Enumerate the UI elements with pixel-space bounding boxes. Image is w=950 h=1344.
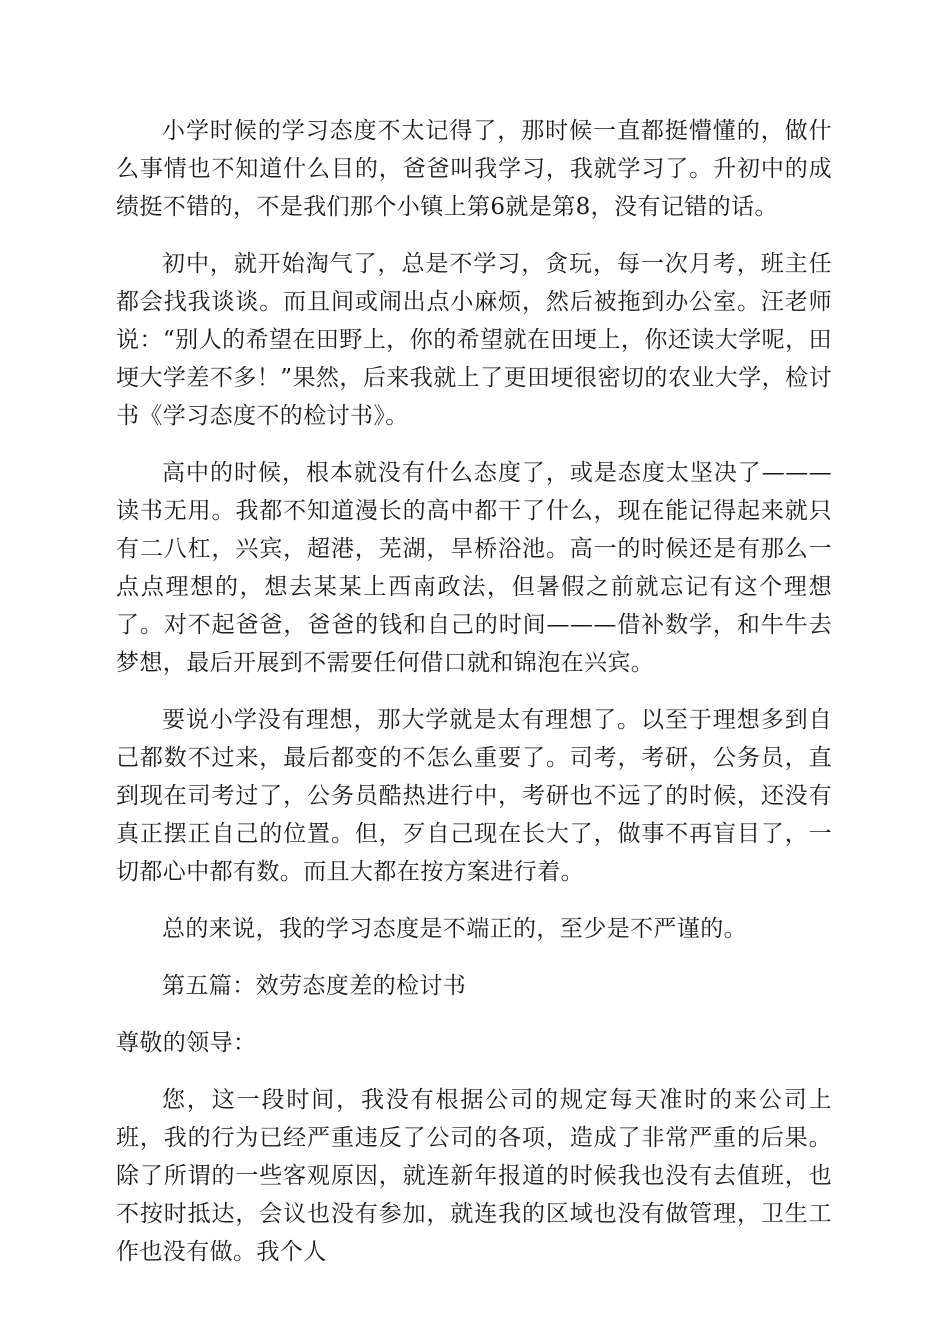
salutation: 尊敬的领导： — [116, 1030, 257, 1056]
paragraph-letter-body: 您，这一段时间，我没有根据公司的规定每天准时的来公司上班，我的行为已经严重违反了公司的各项，造成了非常严重的后果。除了所谓的一些客观原因，就连新年报道的时候我也没有去值班，也不按时抵达，会议也没有参加，就连我的区域也没有做管理，卫生工作也没有做。我个人 — [116, 1087, 832, 1265]
paragraph-middle-school: 初中，就开始淘气了，总是不学习，贪玩，每一次月考，班主任都会找我谈谈。而且间或闹出点小麻烦，然后被拖到办公室。汪老师说：“别人的希望在田野上，你的希望就在田埂上，你还读大学呢，田埂大学差不多！”果然，后来我就上了更田埂很密切的农业大学，检讨书《学习态度不的检讨书》。 — [116, 251, 832, 429]
paragraph-high-school: 高中的时候，根本就没有什么态度了，或是态度太坚决了———读书无用。我都不知道漫长的高中都干了什么，现在能记得起来就只有二八杠，兴宾，超港，芜湖，旱桥浴池。高一的时候还是有那么一点点理想的，想去某某上西南政法，但暑假之前就忘记有这个理想了。对不起爸爸，爸爸的钱和自己的时间———借补数学，和牛牛去梦想，最后开展到不需要任何借口就和锦泡在兴宾。 — [116, 460, 832, 676]
section-heading: 第五篇：效劳态度差的检讨书 — [162, 973, 467, 999]
paragraph-primary-school: 小学时候的学习态度不太记得了，那时候一直都挺懵懂的，做什么事情也不知道什么目的，爸爸叫我学习，我就学习了。升初中的成绩挺不错的，不是我们那个小镇上第6就是第8，没有记错的话。 — [116, 118, 832, 220]
paragraph-summary: 总的来说，我的学习态度是不端正的，至少是不严谨的。 — [162, 916, 747, 942]
document-body — [116, 112, 832, 1271]
paragraph-university: 要说小学没有理想，那大学就是太有理想了。以至于理想多到自己都数不过来，最后都变的不怎么重要了。司考，考研，公务员，直到现在司考过了，公务员酷热进行中，考研也不远了的时候，还没有真正摆正自己的位置。但，歹自己现在长大了，做事不再盲目了，一切都心中都有数。而且大都在按方案进行着。 — [116, 707, 832, 885]
